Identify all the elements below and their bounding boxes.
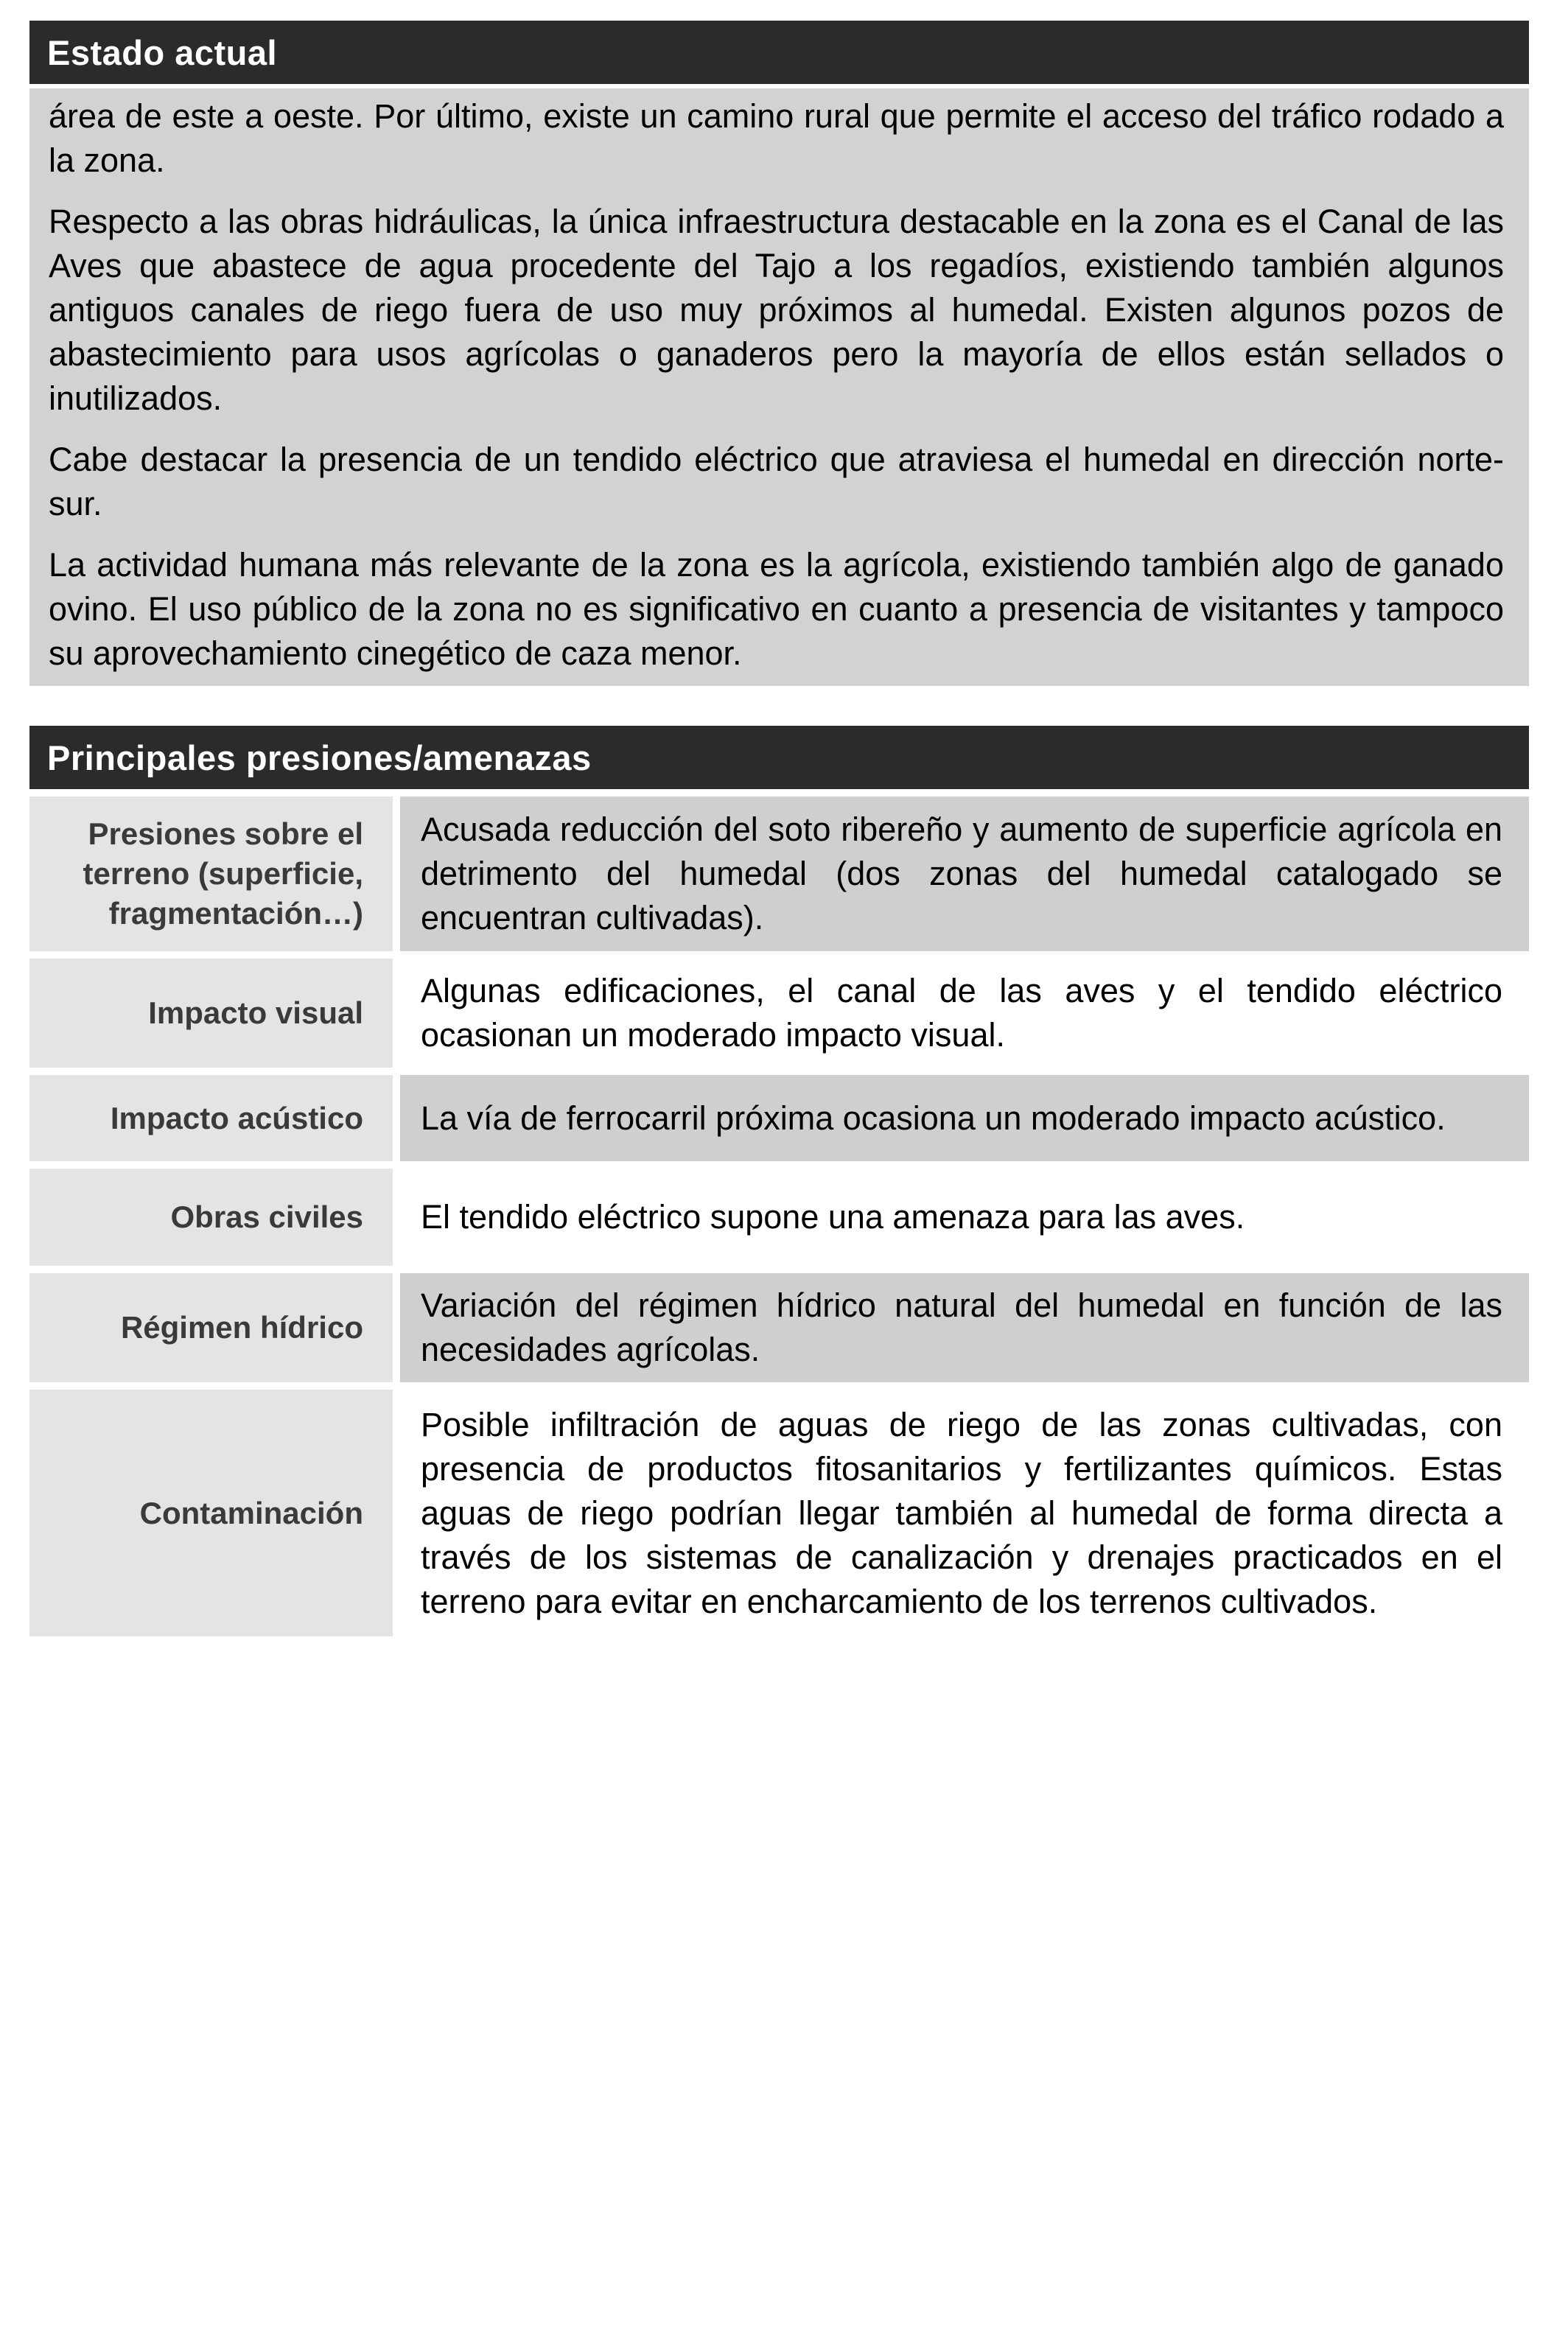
- paragraph-acceso-trafico: área de este a oeste. Por último, existe un camino rural que permite el acceso del tráfico rodado a la zona.: [49, 97, 1504, 179]
- section-header-presiones-amenazas-label: Principales presiones/amenazas: [47, 738, 592, 777]
- paragraph-actividad-humana: La actividad humana más relevante de la zona es la agrícola, existiendo también algo de ganado ovino. El uso público de la zona no es significativo en cuanto a presencia de visitantes y tampoco su aprovechamiento cinegético de caza menor.: [49, 546, 1504, 672]
- row-label-text: Impacto acústico: [110, 1100, 363, 1135]
- row-label-text: Régimen hídrico: [120, 1310, 363, 1345]
- row-label-text: Contaminación: [139, 1495, 363, 1530]
- row-value-text: Posible infiltración de aguas de riego de las zonas cultivadas, con presencia de productos fitosanitarios y fertilizantes químicos. Estas aguas de riego podrían llegar también al humedal de forma directa a través de los sistemas de canalización y drenajes practicados en el terreno para evitar en encharcamiento de los terrenos cultivados.: [421, 1405, 1502, 1620]
- row-value-impacto-visual: [400, 959, 1529, 1068]
- row-value-impacto-acustico: [400, 1075, 1529, 1161]
- table-row-presiones-terreno: [29, 796, 1529, 951]
- table-row-regimen-hidrico: [29, 1273, 1529, 1382]
- presiones-section: [29, 726, 1529, 1636]
- row-value-text: La vía de ferrocarril próxima ocasiona un moderado impacto acústico.: [421, 1099, 1446, 1137]
- table-row-obras-civiles: [29, 1169, 1529, 1266]
- row-label-text: Presiones sobre el terreno (superficie, fragmentación…): [83, 816, 363, 931]
- row-value-text: Algunas edificaciones, el canal de las aves y el tendido eléctrico ocasionan un moderado impacto visual.: [421, 972, 1502, 1054]
- row-value-text: Variación del régimen hídrico natural del humedal en función de las necesidades agrícolas.: [421, 1286, 1502, 1368]
- section-header-presiones-amenazas: [29, 726, 1529, 789]
- row-value-regimen-hidrico: [400, 1273, 1529, 1382]
- row-value-text: Acusada reducción del soto ribereño y aumento de superficie agrícola en detrimento del humedal (dos zonas del humedal catalogado se encuentran cultivadas).: [421, 810, 1502, 936]
- row-value-text: El tendido eléctrico supone una amenaza para las aves.: [421, 1198, 1245, 1236]
- table-row-impacto-visual: [29, 959, 1529, 1068]
- row-label-obras-civiles: [29, 1169, 393, 1266]
- row-label-text: Obras civiles: [170, 1200, 363, 1234]
- row-label-regimen-hidrico: [29, 1273, 393, 1382]
- paragraph-obras-hidraulicas: Respecto a las obras hidráulicas, la única infraestructura destacable en la zona es el Canal de las Aves que abastece de agua procedente del Tajo a los regadíos, existiendo también algunos antiguos canales de riego fuera de uso muy próximos al humedal. Existen algunos pozos de abastecimiento para usos agrícolas o ganaderos pero la mayoría de ellos están sellados o inutilizados.: [49, 203, 1504, 417]
- section-header-estado-actual: [29, 21, 1529, 84]
- row-value-contaminacion: [400, 1390, 1529, 1636]
- paragraph-tendido-electrico: Cabe destacar la presencia de un tendido eléctrico que atraviesa el humedal en dirección norte-sur.: [49, 441, 1504, 522]
- estado-actual-panel: [29, 88, 1529, 686]
- row-label-contaminacion: [29, 1390, 393, 1636]
- row-label-impacto-visual: [29, 959, 393, 1068]
- row-label-presiones-terreno: [29, 796, 393, 951]
- row-value-obras-civiles: [400, 1169, 1529, 1266]
- table-row-impacto-acustico: [29, 1075, 1529, 1161]
- table-row-contaminacion: [29, 1390, 1529, 1636]
- row-label-impacto-acustico: [29, 1075, 393, 1161]
- row-label-text: Impacto visual: [148, 995, 363, 1030]
- row-value-presiones-terreno: [400, 796, 1529, 951]
- section-header-estado-actual-label: Estado actual: [47, 32, 278, 72]
